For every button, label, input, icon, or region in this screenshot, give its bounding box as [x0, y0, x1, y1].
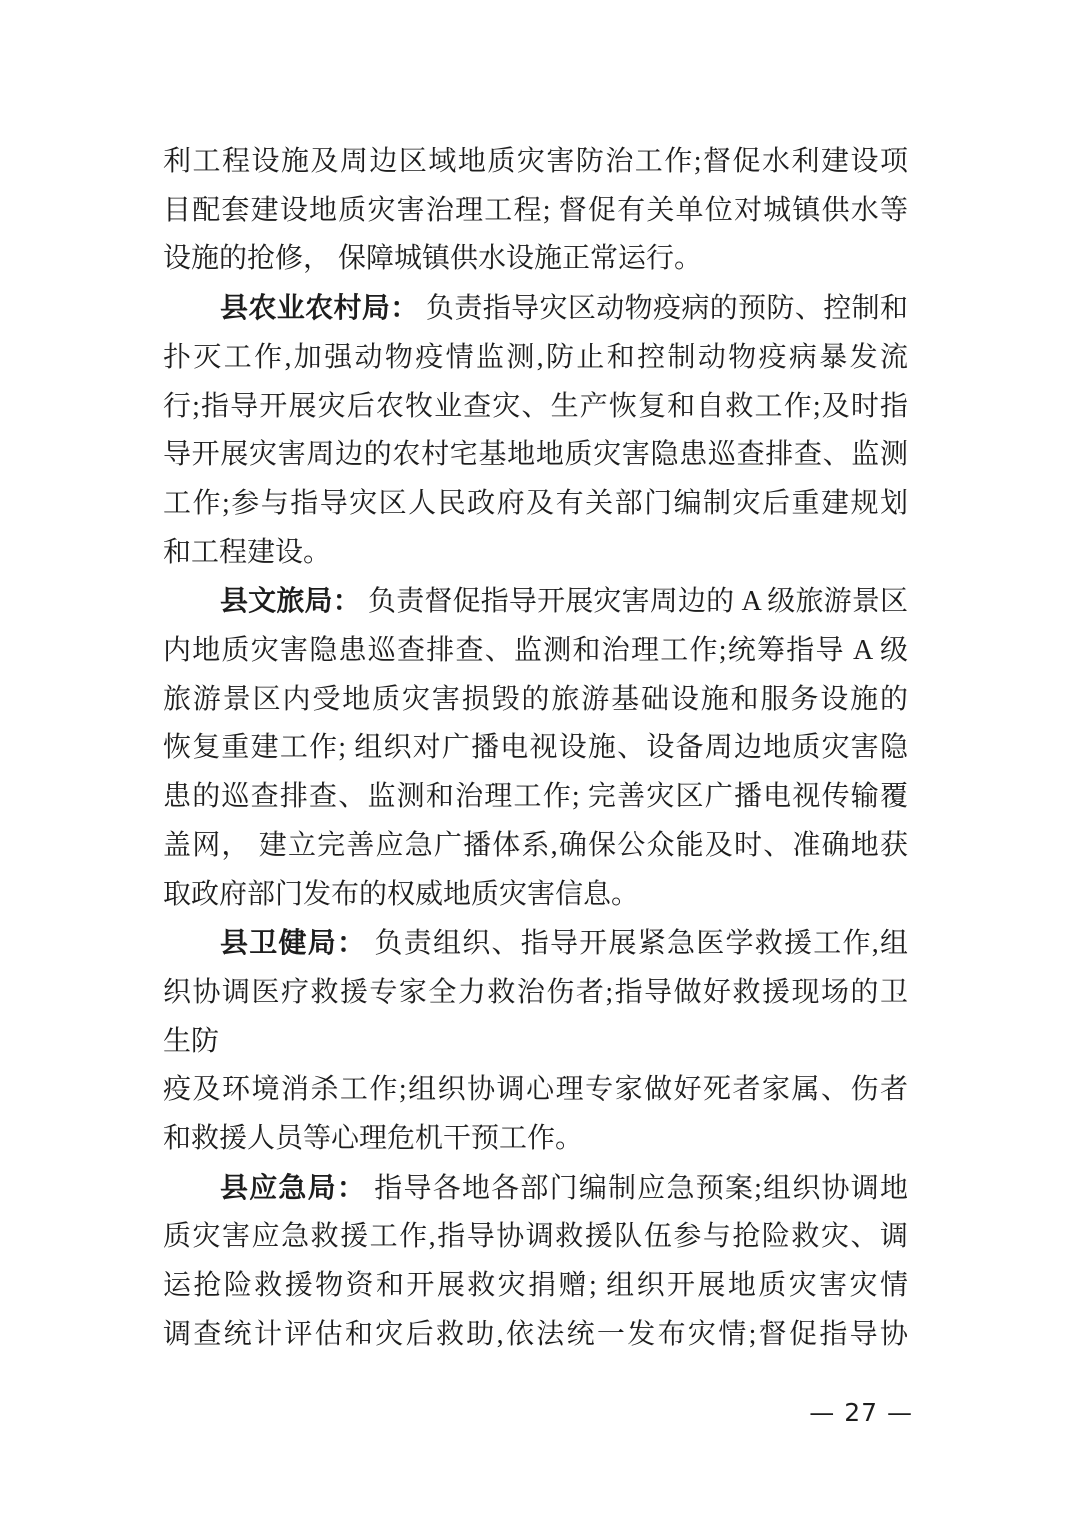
text-line [163, 480, 908, 529]
text-line [163, 529, 908, 578]
text-line [163, 138, 908, 187]
text-run: 盖网， 建立完善应急广播体系,确保公众能及时、准确地获 [163, 829, 908, 861]
text-run: 指导各地各部门编制应急预案;组织协调地 [366, 1172, 908, 1204]
text-line [163, 1066, 908, 1115]
document-body [163, 138, 908, 1360]
text-line [163, 822, 908, 871]
text-run: 负责组织、指导开展紧急医学救援工作,组 [366, 928, 908, 960]
text-line [163, 187, 908, 236]
text-run: 和救援人员等心理危机干预工作。 [163, 1123, 584, 1155]
text-run: 负责指导灾区动物疫病的预防、控制和 [418, 293, 908, 325]
text-run: 质灾害应急救援工作,指导协调救援队伍参与抢险救灾、调 [163, 1221, 908, 1253]
text-line [163, 577, 908, 627]
text-run: 目配套建设地质灾害治理工程; 督促有关单位对城镇供水等 [163, 194, 908, 226]
text-run: 负责督促指导开展灾害周边的 A 级旅游景区 [360, 586, 908, 618]
section-heading: 县文旅局： [220, 585, 361, 617]
text-run: 设施的抢修， 保障城镇供水设施正常运行。 [163, 243, 703, 275]
text-line [163, 773, 908, 822]
text-run: 织协调医疗救援专家全力救治伤者;指导做好救援现场的卫 [163, 976, 908, 1008]
text-line [163, 1018, 908, 1067]
text-run: 利工程设施及周边区域地质灾害防治工作;督促水利建设项 [163, 146, 908, 177]
text-run: 和工程建设。 [163, 536, 332, 568]
text-line [163, 1311, 908, 1360]
text-line [163, 969, 908, 1018]
text-line [163, 627, 908, 676]
text-line [163, 871, 908, 920]
text-run: 旅游景区内受地质灾害损毁的旅游基础设施和服务设施的 [163, 683, 908, 715]
text-line [163, 919, 908, 969]
text-line [163, 724, 908, 773]
text-run: 恢复重建工作; 组织对广播电视设施、设备周边地质灾害隐 [163, 732, 908, 764]
text-run: 患的巡查排查、监测和治理工作; 完善灾区广播电视传输覆 [163, 781, 908, 813]
text-run: 内地质灾害隐患巡查排查、监测和治理工作;统筹指导 A 级 [163, 635, 908, 667]
text-line [163, 1213, 908, 1262]
text-line [163, 284, 908, 334]
text-line [163, 235, 908, 284]
text-run: 疫及环境消杀工作;组织协调心理专家做好死者家属、伤者 [163, 1074, 908, 1106]
text-run: 扑灭工作,加强动物疫情监测,防止和控制动物疫病暴发流 [163, 341, 908, 373]
section-heading: 县应急局： [220, 1171, 367, 1203]
section-heading: 县农业农村局： [220, 292, 419, 324]
text-line [163, 431, 908, 480]
section-heading: 县卫健局： [220, 927, 367, 959]
text-run: 工作;参与指导灾区人民政府及有关部门编制灾后重建规划 [163, 487, 908, 519]
text-run: 行;指导开展灾后农牧业查灾、生产恢复和自救工作;及时指 [163, 390, 908, 422]
text-run: 导开展灾害周边的农村宅基地地质灾害隐患巡查排查、监测 [163, 439, 908, 471]
text-line [163, 1262, 908, 1311]
text-run: 取政府部门发布的权威地质灾害信息。 [163, 878, 640, 910]
text-run: 运抢险救援物资和开展救灾捐赠; 组织开展地质灾害灾情 [163, 1270, 908, 1302]
text-run: 调查统计评估和灾后救助,依法统一发布灾情;督促指导协 [163, 1318, 908, 1350]
text-line [163, 383, 908, 432]
text-line [163, 334, 908, 383]
text-line [163, 1115, 908, 1164]
text-line [163, 1164, 908, 1214]
page-number: — 27 — [809, 1398, 913, 1427]
text-run: 生防 [163, 1025, 220, 1057]
text-line [163, 676, 908, 725]
